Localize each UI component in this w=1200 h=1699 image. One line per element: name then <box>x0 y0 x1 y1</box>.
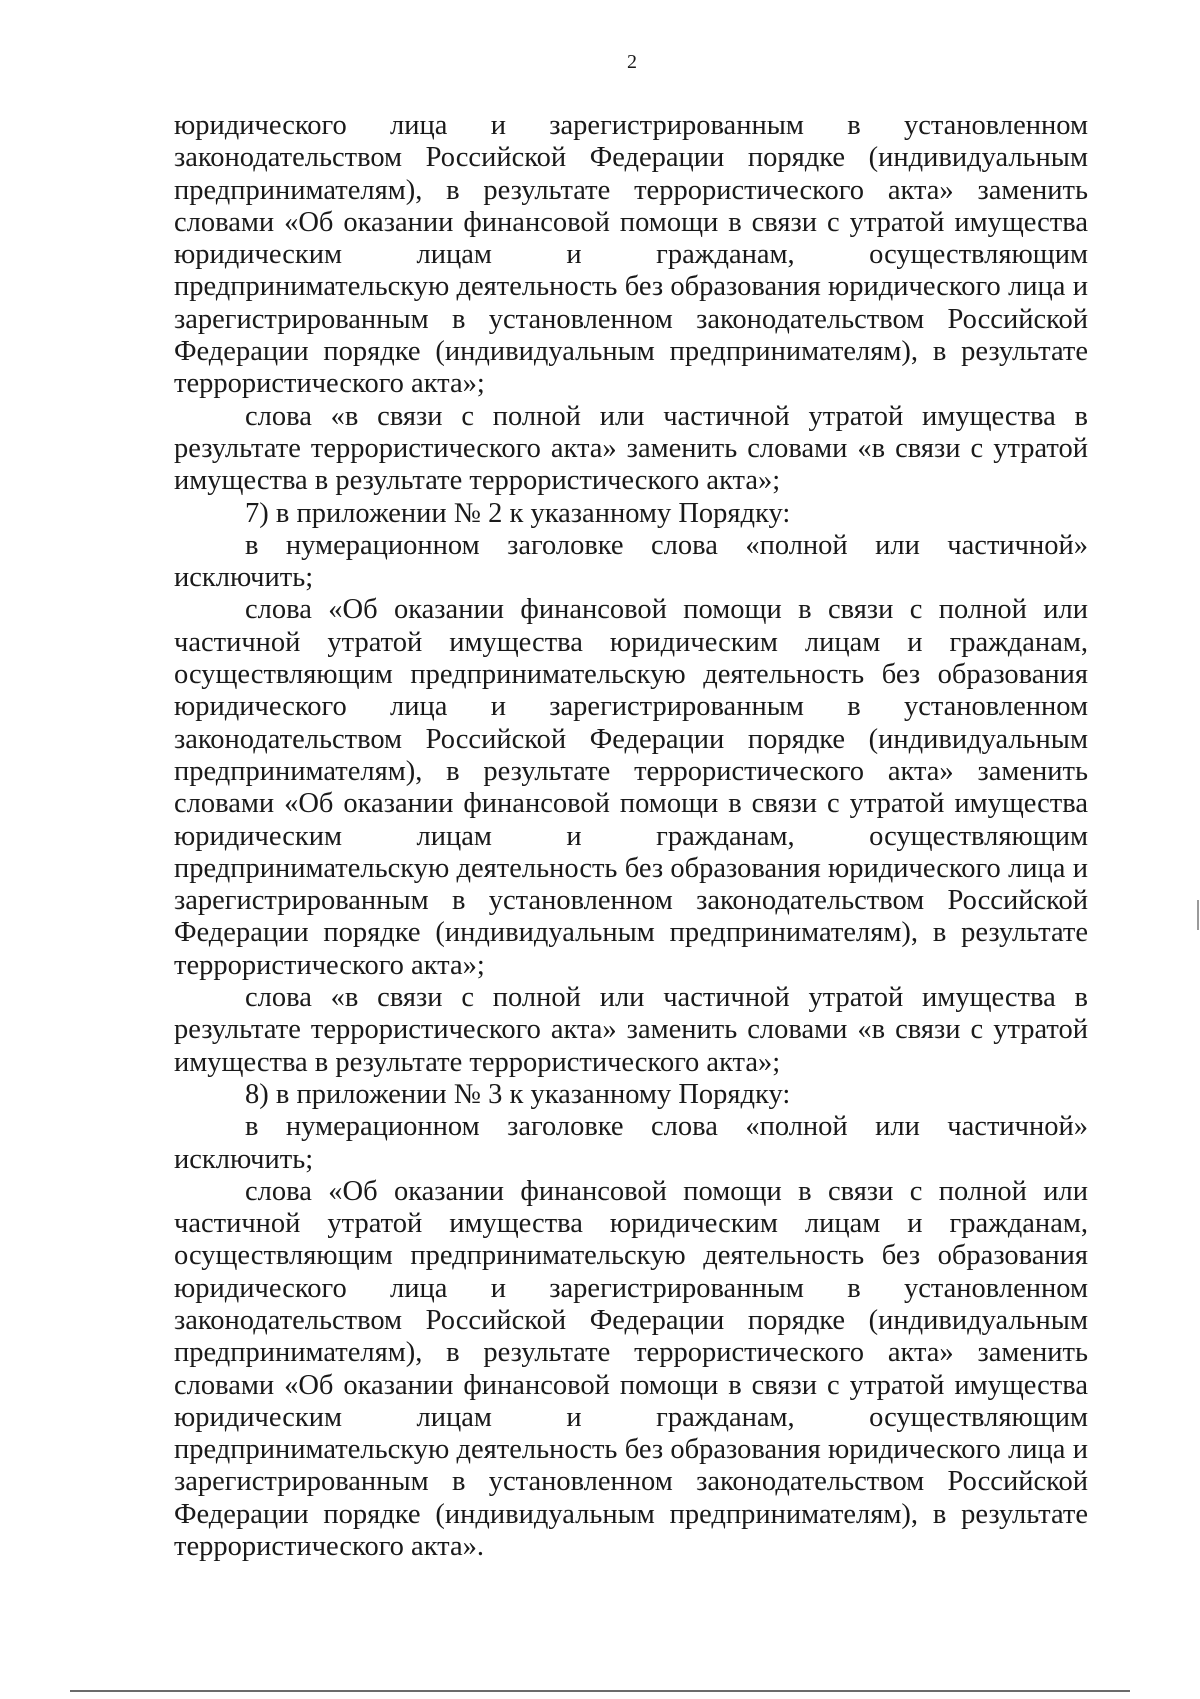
document-body <box>174 110 1088 1563</box>
list-item-7: 7) в приложении № 2 к указанному Порядку: <box>245 497 791 529</box>
paragraph: слова «в связи с полной или частичной утратой имущества в результате террористического акта» заменить словами «в связи с утратой имущества в результате террористического акта»; <box>174 400 1088 497</box>
paragraph: в нумерационном заголовке слова «полной или частичной» исключить; <box>174 1111 1088 1175</box>
scan-margin-mark <box>1197 900 1199 930</box>
paragraph: в нумерационном заголовке слова «полной или частичной» исключить; <box>174 529 1088 594</box>
scan-bottom-edge <box>70 1690 1130 1692</box>
paragraph: слова «Об оказании финансовой помощи в связи с полной или частичной утратой имущества юридическим лицам и гражданам, осуществляющим предпринимательскую деятельность без образования юридического лица и зарегистрированным в установленном законодательством Российской Федерации порядке (индивидуальным предпринимателям), в результате террористического акта» заменить словами «Об оказании финансовой помощи в связи с утратой имущества юридическим лицам и гражданам, осуществляющим предпринимательскую деятельность без образования юридического лица и зарегистрированным в установленном законодательством Российской Федерации порядке (индивидуальным предпринимателям), в результате террористического акта»; <box>174 594 1088 981</box>
paragraph-continuation: юридического лица и зарегистрированным в установленном законодательством Российской Федерации порядке (индивидуальным предпринимателям), в результате террористического акта» заменить словами «Об оказании финансовой помощи в связи с утратой имущества юридическим лицам и гражданам, осуществляющим предпринимательскую деятельность без образования юридического лица и зарегистрированным в установленном законодательством Российской Федерации порядке (индивидуальным предпринимателям), в результате террористического акта»; <box>174 110 1088 400</box>
paragraph: слова «в связи с полной или частичной утратой имущества в результате террористического акта» заменить словами «в связи с утратой имущества в результате террористического акта»; <box>174 982 1088 1078</box>
paragraph: слова «Об оказании финансовой помощи в связи с полной или частичной утратой имущества юридическим лицам и гражданам, осуществляющим предпринимательскую деятельность без образования юридического лица и зарегистрированным в установленном законодательством Российской Федерации порядке (индивидуальным предпринимателям), в результате террористического акта» заменить словами «Об оказании финансовой помощи в связи с утратой имущества юридическим лицам и гражданам, осуществляющим предпринимательскую деятельность без образования юридического лица и зарегистрированным в установленном законодательством Российской Федерации порядке (индивидуальным предпринимателям), в результате террористического акта». <box>174 1175 1088 1563</box>
list-item-8: 8) в приложении № 3 к указанному Порядку: <box>245 1078 791 1110</box>
page-number: 2 <box>627 51 637 73</box>
